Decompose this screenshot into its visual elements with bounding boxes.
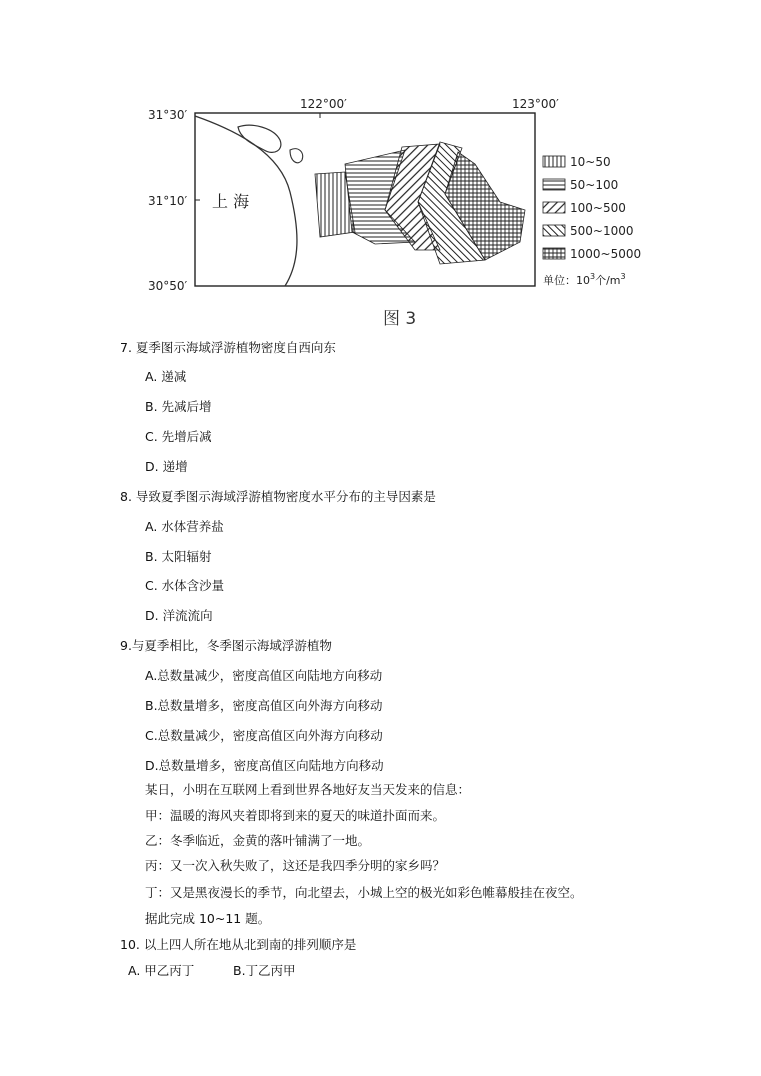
passage-line-jia: 甲：温暖的海风夹着即将到来的夏天的味道扑面而来。 xyxy=(145,808,446,823)
q10-stem: 10. 以上四人所在地从北到南的排列顺序是 xyxy=(120,937,357,952)
plankton-density-map xyxy=(140,92,660,332)
lat-label-mid: 31°10′ xyxy=(148,194,188,208)
q10-option-a: A. 甲乙丙丁 xyxy=(128,963,195,978)
passage-instruction: 据此完成 10~11 题。 xyxy=(145,911,271,926)
q10-option-b: B.丁乙丙甲 xyxy=(233,963,296,978)
unit-label: 单位：$10^3$个$/m^3$ xyxy=(543,272,626,287)
q9-option-d: D.总数量增多，密度高值区向陆地方向移动 xyxy=(145,758,384,773)
legend-label-1: 10~50 xyxy=(570,155,611,169)
q7-stem: 7. 夏季图示海域浮游植物密度自西向东 xyxy=(120,340,336,355)
legend-swatch-4 xyxy=(543,225,565,236)
q8-option-b: B. 太阳辐射 xyxy=(145,549,212,564)
legend-swatch-5 xyxy=(543,248,565,259)
place-label: 上 海 xyxy=(212,192,250,211)
q8-option-d: D. 洋流流向 xyxy=(145,608,213,623)
q7-option-d: D. 递增 xyxy=(145,459,188,474)
q7-option-a: A. 递减 xyxy=(145,369,187,384)
figure-caption: 图 3 xyxy=(383,309,417,329)
legend-label-4: 500~1000 xyxy=(570,224,634,238)
q7-option-c: C. 先增后减 xyxy=(145,429,212,444)
passage-line-yi: 乙：冬季临近，金黄的落叶铺满了一地。 xyxy=(145,833,371,848)
legend-swatch-3 xyxy=(543,202,565,213)
lon-label-123: 123°00′ xyxy=(512,97,559,111)
passage-line-ding: 丁：又是黑夜漫长的季节，向北望去，小城上空的极光如彩色帷幕般挂在夜空。 xyxy=(145,885,583,900)
q9-option-b: B.总数量增多，密度高值区向外海方向移动 xyxy=(145,698,383,713)
lat-label-top: 31°30′ xyxy=(148,108,188,122)
lat-label-bottom: 30°50′ xyxy=(148,279,188,293)
q8-option-c: C. 水体含沙量 xyxy=(145,578,225,593)
legend-swatch-2 xyxy=(543,179,565,190)
legend-label-5: 1000~5000 xyxy=(570,247,642,261)
q8-stem: 8. 导致夏季图示海域浮游植物密度水平分布的主导因素是 xyxy=(120,489,436,504)
q9-stem: 9.与夏季相比，冬季图示海域浮游植物 xyxy=(120,638,332,653)
passage-intro: 某日，小明在互联网上看到世界各地好友当天发来的信息： xyxy=(145,782,471,797)
q9-option-a: A.总数量减少，密度高值区向陆地方向移动 xyxy=(145,668,383,683)
legend xyxy=(543,155,641,261)
legend-label-2: 50~100 xyxy=(570,178,619,192)
q9-option-c: C.总数量减少，密度高值区向外海方向移动 xyxy=(145,728,383,743)
q8-option-a: A. 水体营养盐 xyxy=(145,519,224,534)
legend-label-3: 100~500 xyxy=(570,201,626,215)
q7-option-b: B. 先减后增 xyxy=(145,399,212,414)
legend-swatch-1 xyxy=(543,156,565,167)
passage-line-bing: 丙：又一次入秋失败了，这还是我四季分明的家乡吗？ xyxy=(145,858,446,873)
map-figure xyxy=(140,92,660,332)
lon-label-122: 122°00′ xyxy=(300,97,347,111)
